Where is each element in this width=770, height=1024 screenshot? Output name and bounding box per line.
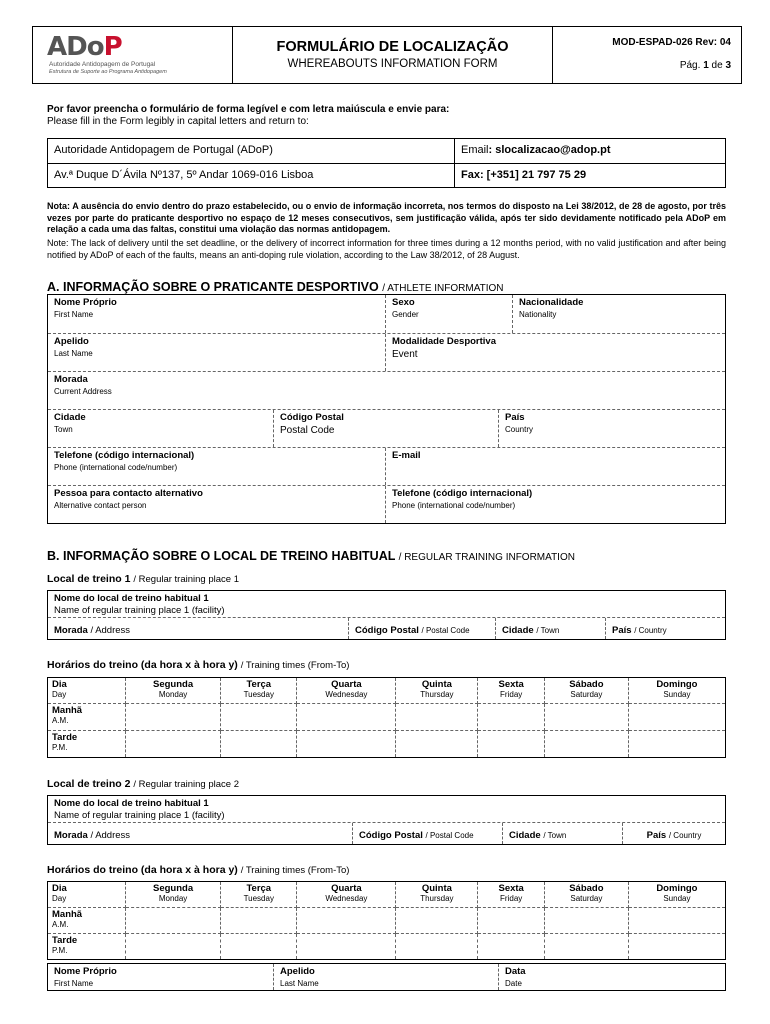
day-wednesday: Quarta Wednesday <box>297 882 396 908</box>
am-cell[interactable] <box>221 908 297 934</box>
place1-postal-field[interactable]: Código Postal / Postal Code <box>348 618 495 639</box>
place2-grid <box>47 795 726 845</box>
country-field[interactable]: País Country <box>498 410 725 447</box>
times1-title: Horários do treino (da hora x à hora y) / Training times (From-To) <box>47 659 350 671</box>
title-pt: FORMULÁRIO DE LOCALIZAÇÃO <box>276 39 509 55</box>
contact-box <box>47 138 726 188</box>
place2-postal-field[interactable]: Código Postal / Postal Code <box>352 823 502 844</box>
am-cell[interactable] <box>297 908 396 934</box>
pm-cell[interactable] <box>628 934 725 960</box>
logo-wordmark: ADoP <box>47 32 122 62</box>
form-header <box>32 26 742 84</box>
nationality-field[interactable]: Nacionalidade Nationality <box>512 295 725 333</box>
title-en: WHEREABOUTS INFORMATION FORM <box>287 58 498 70</box>
place2-facility-field[interactable]: Nome do local de treino habitual 1 Name of regular training place 1 (facility) <box>54 798 225 821</box>
pm-cell[interactable] <box>544 934 628 960</box>
adop-logo <box>33 27 233 83</box>
logo-org-name: Autoridade Antidopagem de Portugal <box>49 61 156 68</box>
contact-fax: Fax: [+351] 21 797 75 29 <box>461 169 587 181</box>
pm-row-label: Tarde P.M. <box>48 934 126 960</box>
place1-country-field[interactable]: País / Country <box>605 618 725 639</box>
am-cell[interactable] <box>396 908 478 934</box>
place1-grid <box>47 590 726 640</box>
contact-address: Av.ª Duque D´Ávila Nº137, 5º Andar 1069-016 Lisboa <box>48 164 455 187</box>
day-sunday: Domingo Sunday <box>628 678 725 704</box>
postal-code-field[interactable]: Código Postal Postal Code <box>273 410 498 447</box>
place2-address-field[interactable]: Morada / Address <box>54 830 131 841</box>
place1-title: Local de treino 1 / Regular training place 1 <box>47 573 239 585</box>
pm-cell[interactable] <box>544 731 628 758</box>
place1-address-field[interactable]: Morada / Address <box>54 625 131 636</box>
pm-cell[interactable] <box>478 934 545 960</box>
place2-city-field[interactable]: Cidade / Town <box>502 823 622 844</box>
note-en: Note: The lack of delivery until the set deadline, or the delivery of incorrect information for three times during a 12 months period, with no valid justification and after being notified by ADoP of each of the faults, means an anti-doping rule violation, according to the Law 38/2012, of 28 August. <box>47 238 726 260</box>
am-row-label: Manhã A.M. <box>48 704 126 731</box>
alt-phone-field[interactable]: Telefone (código internacional) Phone (international code/number) <box>385 486 725 523</box>
intro-text: Por favor preencha o formulário de forma legível e com letra maiúscula e envie para: Please fill in the Form legibly in capital letters and return to: <box>47 104 450 127</box>
day-thursday: Quinta Thursday <box>396 678 478 704</box>
day-friday: Sexta Friday <box>478 678 545 704</box>
pm-cell[interactable] <box>297 934 396 960</box>
am-cell[interactable] <box>544 704 628 731</box>
logo-tagline: Estrutura de Suporte ao Programa Antidopagem <box>49 69 167 75</box>
address-field[interactable]: Morada Current Address <box>54 374 112 396</box>
pm-cell[interactable] <box>628 731 725 758</box>
form-code: MOD-ESPAD-026 Rev: 04 <box>612 37 731 48</box>
pm-cell[interactable] <box>126 934 221 960</box>
day-thursday: Quinta Thursday <box>396 882 478 908</box>
day-monday: Segunda Monday <box>126 882 221 908</box>
footer-last-name-field[interactable]: Apelido Last Name <box>273 964 498 990</box>
am-cell[interactable] <box>221 704 297 731</box>
phone-field[interactable]: Telefone (código internacional) Phone (international code/number) <box>54 450 195 472</box>
footer-first-name-field[interactable]: Nome Próprio First Name <box>54 966 117 988</box>
day-sunday: Domingo Sunday <box>628 882 725 908</box>
pm-cell[interactable] <box>126 731 221 758</box>
athlete-info-grid <box>47 294 726 524</box>
am-cell[interactable] <box>396 704 478 731</box>
day-header: Dia Day <box>48 678 126 704</box>
am-row-label: Manhã A.M. <box>48 908 126 934</box>
day-tuesday: Terça Tuesday <box>221 678 297 704</box>
footer-grid <box>47 963 726 991</box>
am-cell[interactable] <box>478 908 545 934</box>
section-b-title: B. INFORMAÇÃO SOBRE O LOCAL DE TREINO HABITUAL / REGULAR TRAINING INFORMATION <box>47 549 575 563</box>
am-cell[interactable] <box>297 704 396 731</box>
contact-email: Email: slocalizacao@adop.pt <box>461 144 611 156</box>
am-cell[interactable] <box>126 704 221 731</box>
place1-city-field[interactable]: Cidade / Town <box>495 618 605 639</box>
place2-title: Local de treino 2 / Regular training place 2 <box>47 778 239 790</box>
day-friday: Sexta Friday <box>478 882 545 908</box>
pm-cell[interactable] <box>396 934 478 960</box>
schedule-table-1 <box>47 677 726 758</box>
day-saturday: Sábado Saturday <box>544 678 628 704</box>
last-name-field[interactable]: Apelido Last Name <box>54 336 93 358</box>
schedule-table-2 <box>47 881 726 960</box>
am-cell[interactable] <box>544 908 628 934</box>
email-field[interactable]: E-mail <box>385 448 725 485</box>
pm-row-label: Tarde P.M. <box>48 731 126 758</box>
form-meta <box>553 27 741 83</box>
day-saturday: Sábado Saturday <box>544 882 628 908</box>
city-field[interactable]: Cidade Town <box>54 412 86 434</box>
first-name-field[interactable]: Nome Próprio First Name <box>54 297 117 319</box>
am-cell[interactable] <box>628 704 725 731</box>
place2-country-field[interactable]: País / Country <box>622 823 725 844</box>
footer-date-field[interactable]: Data Date <box>498 964 725 990</box>
pm-cell[interactable] <box>221 934 297 960</box>
alt-contact-field[interactable]: Pessoa para contacto alternativo Alternative contact person <box>54 488 203 510</box>
sport-field[interactable]: Modalidade Desportiva Event <box>385 334 725 371</box>
am-cell[interactable] <box>478 704 545 731</box>
am-cell[interactable] <box>126 908 221 934</box>
day-tuesday: Terça Tuesday <box>221 882 297 908</box>
note-pt: Nota: A ausência do envio dentro do prazo estabelecido, ou o envio de informação incorreta, nos termos do disposto na Lei 38/2012, de 28 de agosto, por três vezes por parte do praticante desportivo no espaço de 12 meses consecutivos, sem justificação válida, após ter sido devidamente notificado pela ADoP em relação a cada uma das faltas, constitui uma violação das normas antidopagem. <box>47 201 726 234</box>
pm-cell[interactable] <box>478 731 545 758</box>
day-wednesday: Quarta Wednesday <box>297 678 396 704</box>
day-monday: Segunda Monday <box>126 678 221 704</box>
pm-cell[interactable] <box>396 731 478 758</box>
pm-cell[interactable] <box>297 731 396 758</box>
am-cell[interactable] <box>628 908 725 934</box>
contact-org: Autoridade Antidopagem de Portugal (ADoP) <box>48 139 455 163</box>
pm-cell[interactable] <box>221 731 297 758</box>
times2-title: Horários do treino (da hora x à hora y) / Training times (From-To) <box>47 864 350 876</box>
page-number: Pág. 1 de 3 <box>679 60 731 71</box>
section-a-title: A. INFORMAÇÃO SOBRE O PRATICANTE DESPORTIVO / ATHLETE INFORMATION <box>47 280 504 294</box>
form-title <box>233 27 553 83</box>
gender-field[interactable]: Sexo Gender <box>385 295 512 333</box>
day-header: Dia Day <box>48 882 126 908</box>
place1-facility-field[interactable]: Nome do local de treino habitual 1 Name of regular training place 1 (facility) <box>54 593 225 616</box>
